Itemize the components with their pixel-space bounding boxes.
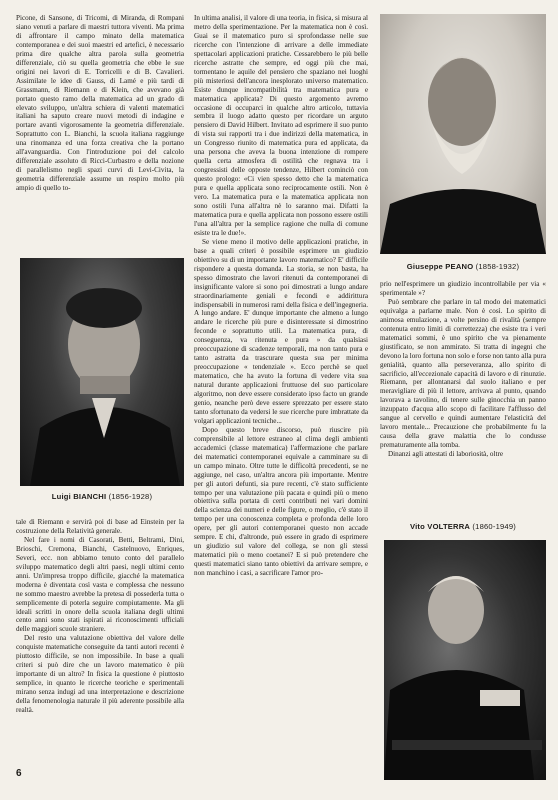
caption-name: Vito VOLTERRA bbox=[409, 522, 471, 531]
paragraph: Se viene meno il motivo delle applicazioni pratiche, in base a quali criteri è possibile esprimere un giudizio obiettivo su di un importante lavoro matematico? E' difficile rispondere a questa domanda. La storia, se non basta, ha spesso dimostrato che lavori ritenuti da contemporanei di insignificante valore si sono poi dimostrati a lungo andare straordinariamente geniali e fecondi e addirittura indispensabili in numerosi rami della fisica e dell'ingegneria. A lungo andare. E' dunque importante che almeno a lungo andare le ricerche più pure e disinteressate si dimostrino feconde e soprattutto utili. La matematica pura, di conseguenza, va ritenuta e pura » da qualsiasi preoccupazione di scadenze temporali, ma non tanto pura e tanto astratta da trascurare questa sua per minima preoccupazione « tendenziale ». Ecco perchè se quel matematico, che ha avuto la fortuna di vedere vita sua natural durante applicazioni fruttuose del suo particolare algoritmo, non deve essere considerato ipso facto un grande genio, neanche però deve essere sprezzato per essere stato tanto sfortunato da vedersi le sue ricerche pure imbrattate da volgari applicazioni tecniche... bbox=[194, 237, 368, 425]
paragraph: Può sembrare che parlare in tal modo dei matematici equivalga a parlarne male. Non è così. Lo spirito di animosa emulazione, a volte persino di rivalità (sempre contenuta entro limiti di correttezza) che esiste tra i veri matematici sommi, è uno spirito che va pienamente giustificato, se non ammirato. Si tratta di ingegni che devono la loro fortuna non solo e forse non tanto alla pura genialità, quanto alla perseveranza, allo spirito di sacrificio, all'eccezionale capacità di lavoro e di rinunzie. Riemann, per allontanarsi dal suolo italiano e per meravigliare di più il lettore, arrivava al punto, quando lavorava a tavolino, di tenere sulle ginocchia un panno inzuppato d'acqua allo scopo di facilitare l'afflusso del sangue al cervello e quindi aumentare l'elasticità del lavoro mentale... Precauzione che probabilmente fu la causa della grave malattia che lo condusse prematuramente alla tomba. bbox=[380, 297, 546, 450]
paragraph: tale di Riemann e servirà poi di base ad Einstein per la costruzione della Relatività generale. bbox=[16, 518, 184, 535]
portrait-silhouette-icon bbox=[20, 258, 184, 486]
volterra-portrait-photo bbox=[384, 540, 546, 780]
paragraph: Dinanzi agli attestati di laboriosità, oltre bbox=[388, 450, 504, 459]
caption-name: Luigi BIANCHI bbox=[51, 492, 107, 501]
left-column-top bbox=[16, 14, 184, 250]
caption-name: Giuseppe PEANO bbox=[406, 262, 474, 271]
bianchi-caption bbox=[20, 492, 184, 501]
paragraph: Nel fare i nomi di Casorati, Betti, Beltrami, Dini, Brioschi, Cremona, Bianchi, Castelnuovo, Enriques, Severi, ecc. non abbiamo tenuto conto del parallelo sviluppo matematico degli altri paesi, negli ultimi cento anni. Un'impresa troppo difficile, giacché la matematica moderna è diventata così vasta e complessa che nessuno ne sommo maestro avrebbe la pretesa di possederla tutta o semplicemente di poterla seguire compiutamente. Ma gli ideali scritti in onore della scuola italiana degli ultimi cento anni sono stati ispirati ai riconoscimenti ufficiali delle maggiori scuole straniere. bbox=[16, 535, 184, 634]
right-column bbox=[380, 280, 546, 520]
caption-dates: (1860-1949) bbox=[472, 522, 516, 531]
bianchi-portrait-photo bbox=[20, 258, 184, 486]
paragraph: Del resto una valutazione obiettiva del valore delle conquiste matematiche conseguite da tanti autori recenti è piuttosto difficile, se non impossibile. In base a quali criteri si può dire che un lavoro matematico è più importante di un altro? In fisica la questione è piuttosto semplice, in quanto le ricerche teoriche e sperimentali mirano senza indugi ad una interpretazione e descrizione della fenomenologia naturale il più aderente possibile alla realtà. bbox=[16, 634, 184, 715]
volterra-caption bbox=[380, 522, 546, 531]
page-number: 6 bbox=[16, 768, 22, 779]
paragraph: Dopo questo breve discorso, può riuscire più comprensibile al lettore estraneo al clima degli ambienti accademici (classe matematica) l'affermazione che parlare dei matematici contemporanei equivale a camminare su di un campo minato. Oltre tutte le difficoltà precedenti, se ne aggiunge, nel caso, un'altra ancora più importante. Mentre per gli autori defunti, sia pure recenti, c'è stato sufficiente tempo per una valutazione più pacata e quindi più o meno obiettiva sulla portata di certi contributi nei vari domini della scienza dei numeri e delle figure, o meglio, c'è stato il tempo per una conoscenza completa e profonda delle loro opere, per gli autori contemporanei questo non accade sempre. E chi, d'altronde, può essere in grado di esprimere un giudizio sul valore del collega, se non gli stessi matematici più o meno coetanei? E si può pretendere che questi matematici siano tanto obiettivi da arrivare sempre, e non manchino i casi, a sacrificare l'amor pro- bbox=[194, 425, 368, 578]
paragraph: Picone, di Sansone, di Tricomi, di Miranda, di Rompani siano venuti a parlare di maestri tuttora viventi. Ma prima di affrontare il campo minato della matematica contemporanea e dei suoi maestri ed artefici, è necessario prima dire qualche altra parola sulla geometria differenziale, ciò su quella geometria che ebbe le sue origini nei lavori di E. Torricelli e di B. Cavalieri. Assimilate le idee di Gauss, di Lamé e più tardi di Grassmann, di Riemann e di Klein, che avevano già portato questo ramo della matematica ad un grado di elevato sviluppo, un'altra schiera di valenti matematici italiani ha saputo creare nuovi metodi di indagine e portare avanti vigorosamente la geometria differenziale. Soprattutto con L. Bianchi, la scuola italiana raggiunge una rinomanza ed una forza creativa che la portano all'avanguardia. Con l'introduzione poi del calcolo differenziale assoluto di Ricci-Curbastro e della nozione di parallelismo negli spazi curvi di Levi-Civita, la geometria differenziale assume un respiro molto più ampio di quello to- bbox=[16, 14, 184, 193]
portrait-silhouette-icon bbox=[380, 14, 546, 254]
caption-dates: (1858-1932) bbox=[475, 262, 520, 271]
paragraph: In ultima analisi, il valore di una teoria, in fisica, si misura al metro della sperimentazione. Per la matematica non è così. Guai se il matematico puro si sprofondasse nelle sue ricerche con l'intenzione di arrivare a delle immediate spettacolari applicazioni pratiche. Cessarebbero le più belle ricerche astratte che sempre, ed oggi più che mai, tormentano le aquile del pensiero che spaziano nei luoghi più misteriosi dell'ancora inesplorato universo matematico. Esiste dunque incompatibilità tra matematica pura e matematica applicata? Di questo argomento avremo occasione di occuparci in qualche altro articolo, tuttavia sembra il luogo adatto questo per ricordare un arguto pensiero di David Hilbert. Invitato ad esprimere il suo punto di vista sui rapporti tra i due indirizzi della matematica, in un Congresso riunito di matematica pura ed applicata, da una persona che aveva la buona intenzione di rompere quella certa atmosfera di ostilità che regnava tra i congressisti delle opposte tendenze, Hilbert cominciò con questo prologo: «Ci vien spesso detto che la matematica pura e quella applicata sono reciprocamente ostili. Non è vero. La matematica pura e la matematica applicata non sono ostili l'una all'altra nè lo saranno mai. Difatti la matematica pura e quella applicata non possono essere ostili l'una all'altra per la semplice ragione che nulla di comune esiste tra le due!». bbox=[194, 14, 368, 237]
portrait-silhouette-icon bbox=[384, 540, 546, 780]
middle-column bbox=[194, 14, 368, 786]
paragraph: prio nell'esprimere un giudizio incontrollabile per via « sperimentale »? bbox=[380, 280, 546, 297]
peano-portrait-photo bbox=[380, 14, 546, 254]
caption-dates: (1856-1928) bbox=[108, 492, 153, 501]
peano-caption bbox=[380, 262, 546, 271]
left-column-bottom bbox=[16, 518, 184, 758]
